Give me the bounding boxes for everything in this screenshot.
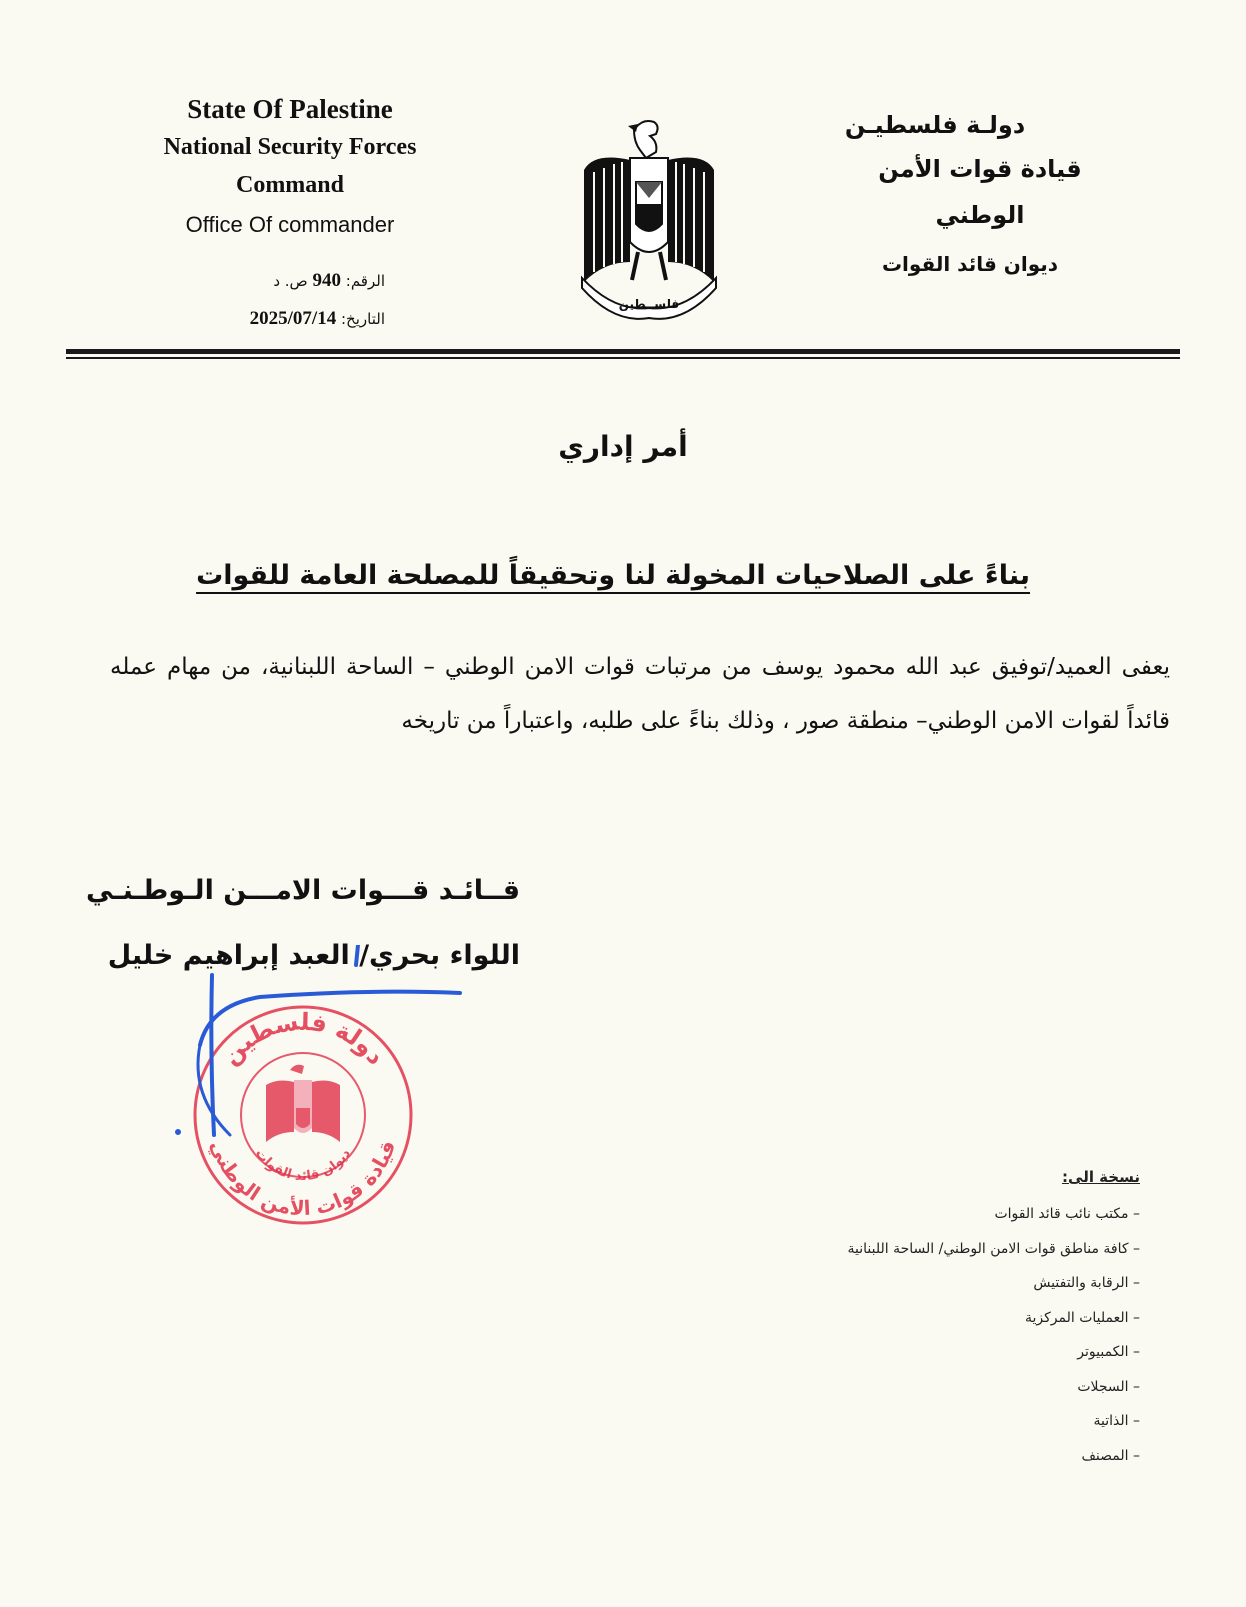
order-text: يعفى العميد/توفيق عبد الله محمود يوسف من مرتبات قوات الامن الوطني – الساحة اللبنانية، من مهام عمله قائداً لقوات الامن الوطني– منطقة صور ، وذلك بناءً على طلبه، واعتباراً من تاريخه bbox=[110, 654, 1170, 734]
stamp-top-text: دولة فلسطين bbox=[216, 1007, 391, 1071]
header-ar-line1: دولـة فلسطيـن bbox=[844, 111, 1026, 139]
document-title: أمر إداري bbox=[558, 430, 688, 463]
header-ar-line2: قيادة قوات الأمن الوطني bbox=[878, 155, 1082, 229]
reference-block bbox=[195, 262, 385, 338]
emblem-banner-text: فلســطين bbox=[618, 297, 680, 311]
header-en-line2: National Security Forces bbox=[163, 134, 417, 160]
reference-number bbox=[195, 262, 385, 300]
reference-date bbox=[195, 300, 385, 338]
reference-date-value: 2025/07/14 bbox=[249, 308, 337, 329]
header-en-line1: State Of Palestine bbox=[187, 94, 393, 124]
reference-number-value: 940 bbox=[312, 270, 341, 291]
header-english bbox=[130, 90, 450, 246]
cc-item: – الذاتية bbox=[1093, 1413, 1140, 1429]
stamp-bottom-text: قيادة قوات الأمن الوطني bbox=[205, 1136, 401, 1221]
header-divider bbox=[66, 349, 1180, 354]
reference-number-suffix: ص. د bbox=[273, 272, 308, 290]
header-arabic bbox=[830, 104, 1130, 290]
cc-item: – الكمبيوتر bbox=[1077, 1344, 1140, 1360]
cc-item: – العمليات المركزية bbox=[1025, 1309, 1140, 1326]
handwritten-signature-icon bbox=[170, 945, 470, 1145]
cc-item: – السجلات bbox=[1077, 1378, 1140, 1395]
document-preamble: بناءً على الصلاحيات المخولة لنا وتحقيقاً للمصلحة العامة للقوات bbox=[196, 560, 1030, 591]
reference-date-label: التاريخ: bbox=[341, 310, 385, 328]
cc-item: – مكتب نائب قائد القوات bbox=[994, 1206, 1140, 1222]
reference-number-label: الرقم: bbox=[345, 272, 385, 290]
cc-item: – الرقابة والتفتيش bbox=[1033, 1275, 1140, 1291]
eagle-emblem-icon bbox=[574, 112, 724, 322]
stamp-inner-text: ديوان قائد القوات bbox=[251, 1146, 354, 1185]
header-divider-thin bbox=[66, 357, 1180, 359]
svg-text:ديوان قائد القوات bbox=[252, 1146, 354, 1184]
header-ar-line3: ديوان قائد القوات bbox=[881, 252, 1059, 276]
signature-name: اللواء بحري/ العبد إبراهيم خليل bbox=[107, 940, 520, 971]
cc-item: – المصنف bbox=[1081, 1447, 1140, 1464]
header-en-line3: Command bbox=[235, 172, 344, 198]
header-en-line4: Office Of commander bbox=[185, 212, 395, 237]
cc-item: – كافة مناطق قوات الامن الوطني/ الساحة اللبنانية bbox=[847, 1240, 1140, 1257]
cc-block bbox=[820, 1165, 1140, 1473]
signature-title: قــائـد قـــوات الامـــن الـوطـنـي bbox=[86, 875, 520, 906]
cc-title: نسخة الى: bbox=[1062, 1168, 1140, 1186]
